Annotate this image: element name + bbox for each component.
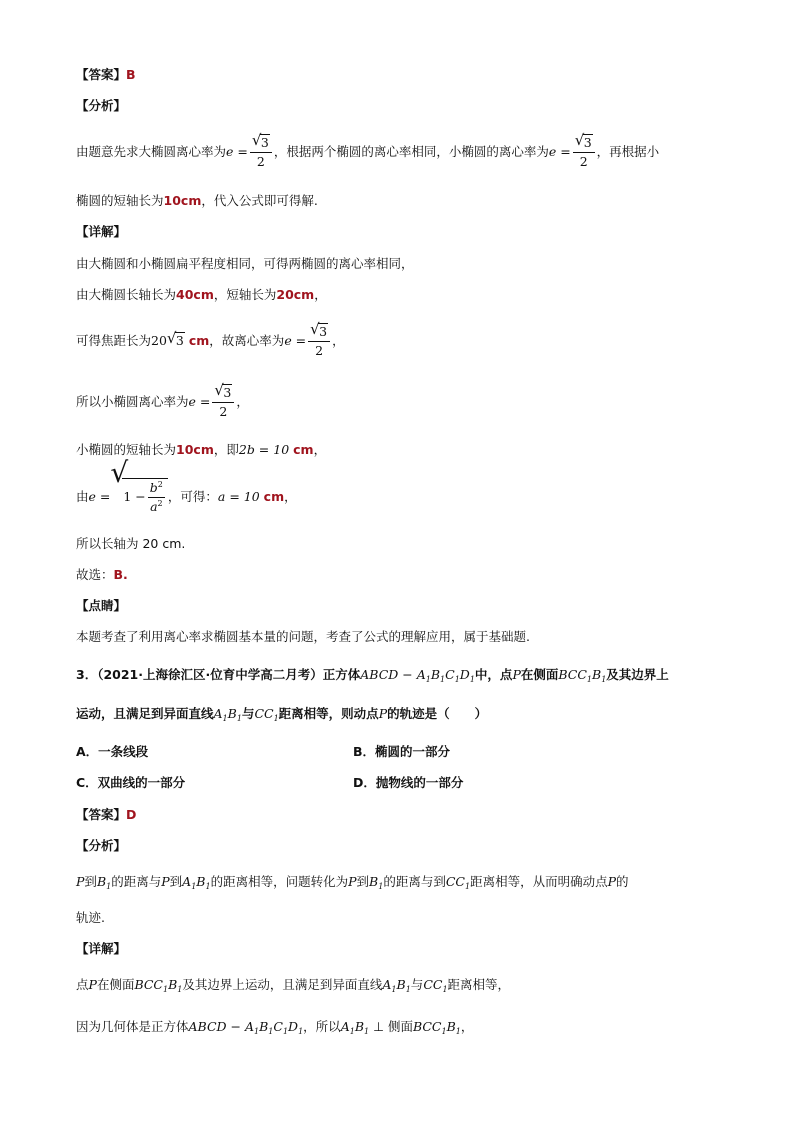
- detail-line-4: 所以小椭圆离心率为e = √ 3 2 ，: [76, 381, 249, 419]
- q3-analysis-line-1: P到$B_1$的距离与P到$A_1B_1$的距离相等，问题转化为P到$B_1$的距离与到$CC_1$距离相等，从而明确动点P的: [76, 874, 629, 891]
- q3-analysis-line-2: 轨迹.: [76, 910, 105, 925]
- detail-line-1: 由大椭圆和小椭圆扁平程度相同，可得两椭圆的离心率相同，: [76, 256, 414, 271]
- point-heading: [76, 597, 126, 615]
- detail-line-7: 所以长轴为 20 cm.: [76, 536, 186, 551]
- question-source: （2021·上海徐汇区·位育中学高二月考）: [97, 667, 323, 682]
- fraction-sqrt3-over-2: √ 3 2: [250, 134, 272, 171]
- detail-line-8: 故选：B.: [76, 567, 128, 582]
- analysis-tag: 【分析】: [76, 98, 127, 113]
- answer-line-1: [76, 66, 136, 84]
- detail-line-6: 由e = √ 1 − $\frac{b^2}{a^2}$ ，可得：a = 10 cm，: [76, 456, 297, 514]
- option-c: C．双曲线的一部分: [76, 775, 186, 790]
- detail-heading-1: [76, 223, 126, 241]
- detail-line-2: 由大椭圆长轴长为40cm，短轴长为20cm，: [76, 287, 327, 302]
- answer-value: B: [126, 67, 136, 82]
- answer-line-2: 【答案】D: [76, 807, 137, 822]
- option-d: D．抛物线的一部分: [353, 775, 464, 790]
- question-number: 3．: [76, 667, 98, 682]
- option-b: B．椭圆的一部分: [353, 744, 451, 759]
- detail-heading-2: 【详解】: [76, 941, 127, 956]
- question-3-line-2: 运动，且满足到异面直线$A_1B_1$与$CC_1$距离相等，则动点P的轨迹是（ ）: [76, 706, 488, 723]
- q3-detail-line-1: 点P在侧面$BCC_1B_1$及其边界上运动，且满足到异面直线$A_1B_1$与$CC_1$距离相等，: [76, 977, 511, 994]
- analysis-heading-1: [76, 97, 126, 115]
- detail-line-3: 可得焦距长为20 √ 3 cm，故离心率为e = √ 3 2 ，: [76, 320, 345, 358]
- detail-line-5: 小椭圆的短轴长为10cm，即2b = 10 cm，: [76, 442, 327, 457]
- analysis-heading-2: 【分析】: [76, 838, 127, 853]
- analysis-line-2: 椭圆的短轴长为10cm，代入公式即可得解.: [76, 193, 318, 208]
- fraction-sqrt3-over-2: √ 3 2: [573, 134, 595, 171]
- analysis-line-1: 由题意先求大椭圆离心率为e = √ 3 2 ，根据两个椭圆的离心率相同，小椭圆的离心率为e = √ 3 2 ，再根据小: [76, 131, 660, 169]
- fraction-sqrt3-over-2: √ 3 2: [308, 323, 330, 360]
- answer-tag: 【答案】: [76, 67, 127, 82]
- point-line-1: 本题考查了利用离心率求椭圆基本量的问题，考查了公式的理解应用，属于基础题.: [76, 629, 530, 644]
- option-a: A．一条线段: [76, 744, 149, 759]
- answer-value-q3: D: [126, 807, 137, 822]
- point-tag: 【点睛】: [76, 598, 127, 613]
- sqrt-expression: √ 1 − $\frac{b^2}{a^2}$: [110, 478, 168, 516]
- q3-detail-line-2: 因为几何体是正方体ABCD − $A_1B_1C_1D_1$，所以$A_1B_1$ ⊥ 侧面$BCC_1B_1$，: [76, 1019, 474, 1036]
- question-3-line-1: 3．（2021·上海徐汇区·位育中学高二月考）正方体ABCD − $A_1B_1C_1D_1$中，点P在侧面$BCC_1B_1$及其边界上: [76, 667, 669, 684]
- detail-tag: 【详解】: [76, 224, 127, 239]
- fraction-sqrt3-over-2: √ 3 2: [212, 384, 234, 421]
